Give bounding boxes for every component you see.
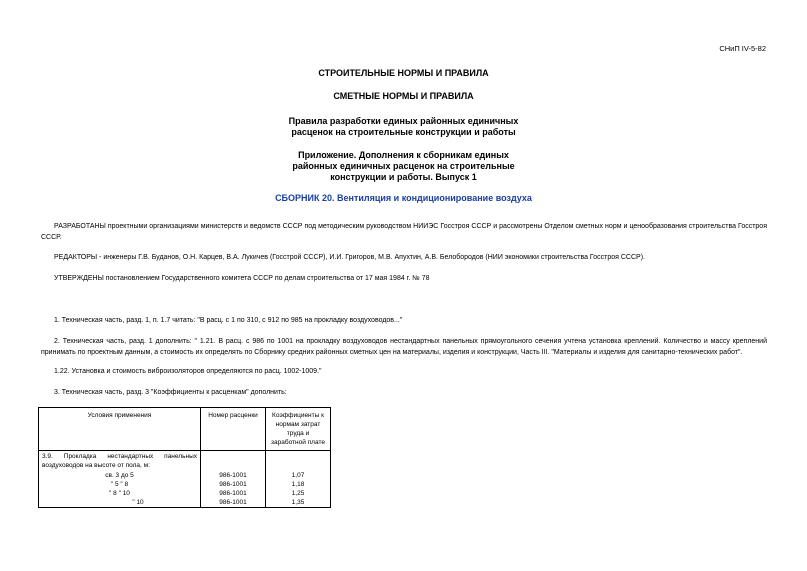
table-header-row (39, 408, 331, 451)
approved-paragraph: УТВЕРЖДЕНЫ постановлением Государственного комитета СССР по делам строительства от 17 мая 1984 г. № 78 (54, 275, 430, 282)
height-range-cell: " 10 (39, 498, 201, 508)
table-row (39, 498, 331, 508)
appendix-title (0, 150, 807, 183)
rate-number-cell: 986-1001 (201, 489, 266, 498)
height-range-cell: " 8 " 10 (39, 489, 201, 498)
coefficient-cell (266, 451, 331, 472)
item-2-paragraph: 2. Техническая часть, разд. 1 дополнить: " 1.21. В расц. с 986 по 1001 на прокладку воздуховодов нестандартных панельных прямоугольного сечения учтена установка креплений. Количество и массу креплений принимать по проектным данным, а стоимость их определять по Сборнику средних районных сметных цен на материалы, изделия и конструкции, Часть III. "Материалы и изделия для санитарно-технических работ". (41, 338, 767, 356)
appendix-line: конструкции и работы. Выпуск 1 (330, 172, 477, 182)
title-line: Правила разработки единых районных единичных (288, 116, 519, 126)
developed-paragraph: РАЗРАБОТАНЫ проектными организациями министерств и ведомств СССР под методическим руководством НИИЭС Госстроя СССР и рассмотрены Отделом сметных норм и ценообразования строительства Госстроя СССР. (41, 223, 767, 241)
coefficient-cell: 1,25 (266, 489, 331, 498)
condition-cell: 3.9. Прокладка нестандартных панельных воздуховодов на высоте от пола, м: (39, 451, 201, 472)
item-3-paragraph: 3. Техническая часть, разд. 3 "Коэффициенты к расценкам" дополнить: (54, 389, 287, 396)
table-row (39, 471, 331, 480)
appendix-line: Приложение. Дополнения к сборникам единых (298, 150, 509, 160)
table-row (39, 489, 331, 498)
document-code: СНиП IV-5-82 (719, 44, 766, 53)
coefficients-table (38, 407, 331, 508)
rate-number-cell (201, 451, 266, 472)
table-row (39, 451, 331, 472)
table-row (39, 480, 331, 489)
header-coefficients: Коэффициенты к нормам затрат труда и заработной плате (266, 408, 331, 451)
collection-title: СБОРНИК 20. Вентиляция и кондиционирование воздуха (275, 193, 532, 203)
heading-building-norms: СТРОИТЕЛЬНЫЕ НОРМЫ И ПРАВИЛА (318, 68, 489, 78)
appendix-line: районных единичных расценок на строительные (292, 161, 515, 171)
rate-number-cell: 986-1001 (201, 498, 266, 508)
rate-number-cell: 986-1001 (201, 471, 266, 480)
heading-estimate-norms: СМЕТНЫЕ НОРМЫ И ПРАВИЛА (333, 91, 474, 101)
item-1-paragraph: 1. Техническая часть, разд. 1, п. 1.7 читать: "В расц. с 1 по 310, с 912 по 985 на прокладку воздуховодов..." (54, 317, 403, 324)
header-rate-number: Номер расценки (201, 408, 266, 451)
editors-paragraph: РЕДАКТОРЫ - инженеры Г.В. Буданов, О.Н. Карцев, В.А. Лукичев (Госстрой СССР), И.И. Григоров, М.В. Апухтин, А.В. Белобородов (НИИ экономики строительства Госстроя СССР). (54, 254, 645, 261)
coefficient-cell: 1,35 (266, 498, 331, 508)
height-range-cell: св. 3 до 5 (39, 471, 201, 480)
coefficient-cell: 1,18 (266, 480, 331, 489)
item-1-22-paragraph: 1.22. Установка и стоимость виброизоляторов определяются по расц. 1002-1009." (54, 368, 322, 375)
header-conditions: Условия применения (39, 408, 201, 451)
title-line: расценок на строительные конструкции и работы (291, 127, 516, 137)
height-range-cell: " 5 " 8 (39, 480, 201, 489)
document-title (0, 116, 807, 138)
rate-number-cell: 986-1001 (201, 480, 266, 489)
coefficient-cell: 1,07 (266, 471, 331, 480)
